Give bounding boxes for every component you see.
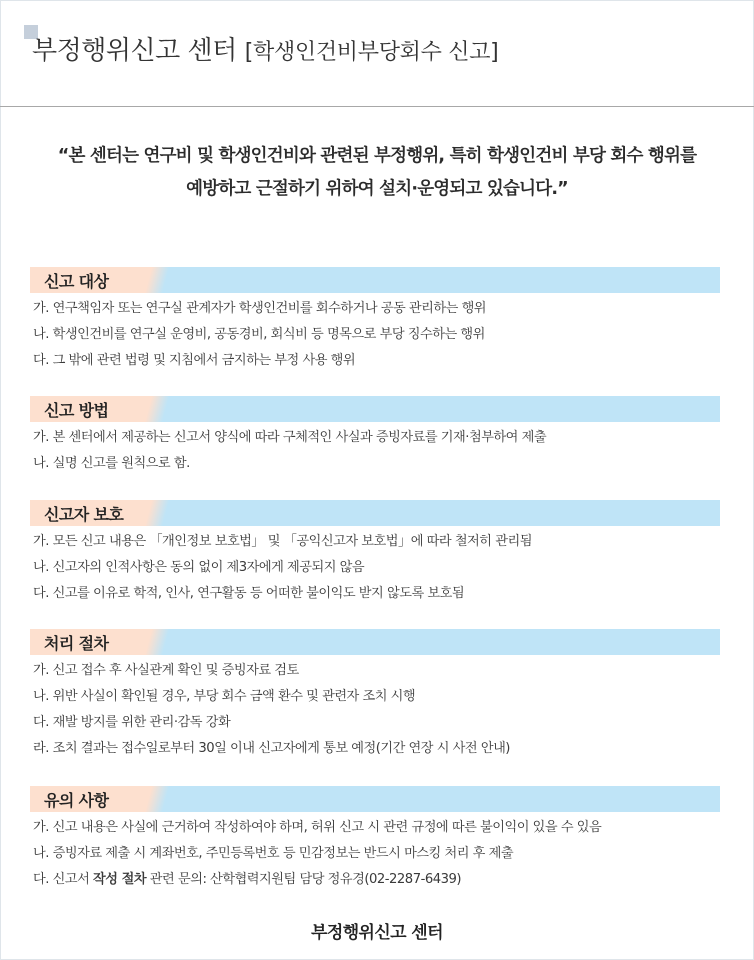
section-list [30, 296, 720, 374]
intro-line: 예방하고 근절하기 위하여 설치·운영되고 있습니다.” [186, 179, 568, 199]
list-item: 나. 신고자의 인적사항은 동의 없이 제3자에게 제공되지 않음 [33, 560, 365, 575]
page-title [32, 30, 498, 67]
footer-signature: 부정행위신고 센터 [311, 923, 443, 943]
list-item: 다. 재발 방지를 위한 관리·감독 강화 [33, 715, 231, 730]
intro-line: “본 센터는 연구비 및 학생인건비와 관련된 부정행위, 특히 학생인건비 부당 회수 행위를 [57, 146, 697, 166]
section-reporter-protection [30, 500, 720, 607]
title-subtitle: [학생인건비부당회수 신고] [244, 40, 499, 65]
intro-statement [20, 140, 734, 206]
section-header-band [30, 500, 720, 526]
section-processing-procedure [30, 629, 720, 762]
section-title: 신고 대상 [44, 272, 109, 291]
section-notes [30, 786, 720, 893]
section-header-band [30, 629, 720, 655]
section-list [30, 658, 720, 762]
item-emphasis: 작성 절차 [93, 872, 147, 887]
page-header [0, 0, 754, 107]
section-list [30, 529, 720, 607]
section-list [30, 425, 720, 477]
list-item: 가. 신고 내용은 사실에 근거하여 작성하여야 하며, 허위 신고 시 관련 규정에 따른 불이익이 있을 수 있음 [33, 820, 602, 835]
list-item: 가. 연구책임자 또는 연구실 관계자가 학생인건비를 회수하거나 공동 관리하는 행위 [33, 301, 487, 316]
list-item: 가. 모든 신고 내용은 「개인정보 보호법」 및 「공익신고자 보호법」에 따라 철저히 관리됨 [33, 534, 532, 549]
list-item: 나. 위반 사실이 확인될 경우, 부당 회수 금액 환수 및 관련자 조치 시행 [33, 689, 416, 704]
section-title: 신고자 보호 [44, 505, 124, 524]
section-title: 유의 사항 [44, 791, 109, 810]
list-item: 나. 실명 신고를 원칙으로 함. [33, 456, 190, 471]
list-item: 다. 그 밖에 관련 법령 및 지침에서 금지하는 부정 사용 행위 [33, 353, 356, 368]
section-header-band [30, 396, 720, 422]
list-item: 가. 본 센터에서 제공하는 신고서 양식에 따라 구체적인 사실과 증빙자료를 기재·첨부하여 제출 [33, 430, 547, 445]
item-text: 관련 문의: 산학협력지원팀 담당 정유경(02-2287-6439) [146, 872, 462, 887]
section-list [30, 815, 720, 893]
item-text: 다. 신고서 [33, 872, 94, 887]
list-item: 다. 신고를 이유로 학적, 인사, 연구활동 등 어떠한 불이익도 받지 않도록 보호됨 [33, 586, 465, 601]
list-item: 나. 증빙자료 제출 시 계좌번호, 주민등록번호 등 민감정보는 반드시 마스킹 처리 후 제출 [33, 846, 514, 861]
section-header-band [30, 267, 720, 293]
section-title: 처리 절차 [44, 634, 109, 653]
list-item: 가. 신고 접수 후 사실관계 확인 및 증빙자료 검토 [33, 663, 299, 678]
list-item: 라. 조치 결과는 접수일로부터 30일 이내 신고자에게 통보 예정(기간 연장 시 사전 안내) [33, 741, 510, 756]
list-item: 나. 학생인건비를 연구실 운영비, 공동경비, 회식비 등 명목으로 부당 징수하는 행위 [33, 327, 485, 342]
title-text: 부정행위신고 센터 [32, 36, 237, 66]
section-header-band [30, 786, 720, 812]
section-report-method [30, 396, 720, 477]
list-item [30, 867, 720, 893]
section-report-target [30, 267, 720, 374]
section-title: 신고 방법 [44, 401, 109, 420]
